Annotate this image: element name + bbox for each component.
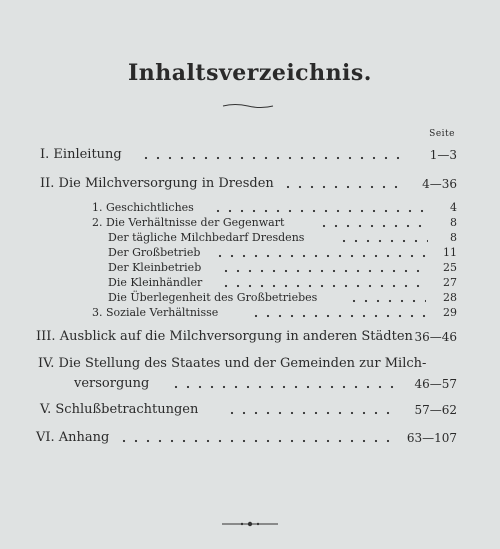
entry-page: 11	[443, 246, 457, 259]
entry-page: 46—57	[414, 377, 457, 391]
dot-leader	[226, 408, 398, 418]
entry-number: 1.	[92, 201, 103, 214]
toc-entry-continuation	[0, 376, 500, 394]
entry-number: V.	[40, 402, 52, 417]
entry-number: II.	[40, 176, 55, 191]
entry-page: 8	[450, 231, 457, 244]
title-ornament	[222, 103, 274, 109]
entry-title: Der Kleinbetrieb	[108, 261, 202, 274]
toc-entry	[0, 402, 500, 420]
entry-number: III.	[36, 329, 56, 344]
entry-title: Soziale Verhältnisse	[106, 306, 219, 319]
dot-leader	[282, 182, 398, 192]
entry-number: VI.	[36, 430, 55, 445]
entry-page: 25	[443, 261, 457, 274]
entry-title: Die Verhältnisse der Gegenwart	[106, 216, 285, 229]
entry-title: Anhang	[58, 430, 110, 445]
entry-page: 4—36	[422, 177, 457, 191]
entry-title: Die Kleinhändler	[108, 276, 203, 289]
toc-entry	[0, 356, 500, 374]
entry-title: Einleitung	[53, 147, 122, 162]
toc-entry	[0, 147, 500, 165]
footer-ornament	[220, 520, 280, 528]
entry-page: 29	[443, 306, 457, 319]
entry-page: 28	[443, 291, 457, 304]
entry-page: 57—62	[414, 403, 457, 417]
entry-title: Schlußbetrachtungen	[55, 402, 199, 417]
dot-leader	[212, 206, 428, 216]
page-title: Inhaltsverzeichnis.	[128, 60, 372, 86]
entry-title: Die Stellung des Staates und der Gemeinden zur Milch-	[58, 356, 427, 371]
entry-page: 36—46	[414, 330, 457, 344]
toc-subentry	[0, 306, 500, 324]
entry-title: Ausblick auf die Milchversorgung in anderen Städten	[59, 329, 413, 344]
entry-title: Der Großbetrieb	[108, 246, 201, 259]
entry-number: 3.	[92, 306, 103, 319]
entry-page: 1—3	[429, 148, 457, 162]
entry-title: versorgung	[74, 376, 150, 391]
dot-leader	[220, 266, 426, 276]
entry-title: Geschichtliches	[106, 201, 194, 214]
entry-page: 63—107	[406, 431, 457, 445]
dot-leader	[140, 153, 400, 163]
dot-leader	[118, 436, 398, 446]
entry-number: IV.	[38, 356, 55, 371]
toc-entry	[0, 176, 500, 194]
entry-page: 8	[450, 216, 457, 229]
page-column-header: Seite	[429, 129, 455, 139]
entry-title: Der tägliche Milchbedarf Dresdens	[108, 231, 305, 244]
dot-leader	[214, 251, 426, 261]
entry-title: Die Milchversorgung in Dresden	[58, 176, 274, 191]
toc-entry	[0, 329, 500, 347]
entry-page: 4	[450, 201, 457, 214]
entry-number: I.	[40, 147, 50, 162]
dot-leader	[170, 382, 398, 392]
toc-entry	[0, 430, 500, 448]
entry-page: 27	[443, 276, 457, 289]
dot-leader	[220, 281, 426, 291]
entry-title: Die Überlegenheit des Großbetriebes	[108, 291, 318, 304]
entry-number: 2.	[92, 216, 103, 229]
